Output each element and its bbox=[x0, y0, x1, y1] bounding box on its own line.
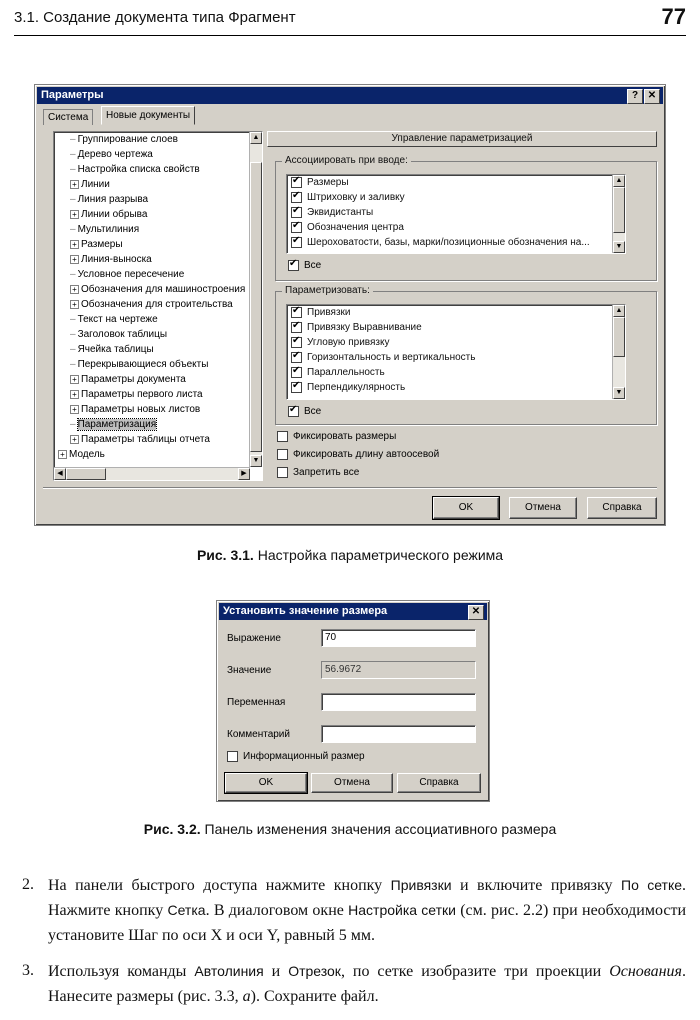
list-item-label: Угловую привязку bbox=[307, 337, 390, 349]
list-item[interactable] bbox=[291, 192, 405, 203]
expand-icon[interactable]: + bbox=[58, 450, 67, 459]
checkbox-checked-icon bbox=[291, 382, 302, 393]
scroll-down-icon[interactable]: ▼ bbox=[613, 241, 625, 253]
page-number: 77 bbox=[661, 4, 686, 29]
ui-term: По сетке bbox=[621, 877, 683, 893]
step-text: Используя команды bbox=[48, 963, 195, 980]
tree-item[interactable] bbox=[70, 239, 123, 250]
tree-item[interactable] bbox=[70, 389, 203, 400]
close-icon[interactable]: ✕ bbox=[468, 605, 484, 620]
caption-number: Рис. 3.1. bbox=[196, 547, 254, 563]
ui-term: Сетка bbox=[167, 902, 206, 918]
tree-item-label: Параметры документа bbox=[81, 374, 186, 385]
tree-item[interactable] bbox=[70, 329, 167, 340]
list-item-label: Горизонтальность и вертикальность bbox=[307, 352, 476, 364]
caption-text: Панель изменения значения ассоциативного размера bbox=[204, 821, 557, 837]
scroll-right-icon[interactable]: ▶ bbox=[238, 468, 250, 480]
checkbox-icon bbox=[277, 467, 288, 478]
scroll-left-icon[interactable]: ◀ bbox=[54, 468, 66, 480]
comment-input[interactable] bbox=[321, 725, 476, 743]
tree-item[interactable] bbox=[70, 254, 152, 265]
tree-item[interactable] bbox=[70, 374, 186, 385]
tree-hscroll-thumb[interactable] bbox=[66, 468, 106, 480]
tree-item-label: Параметры первого листа bbox=[81, 389, 203, 400]
step-text: . Нажмите кнопку bbox=[48, 877, 687, 919]
tree-branch-icon: – bbox=[70, 329, 76, 340]
checkbox-checked-icon bbox=[291, 222, 302, 233]
list-item-label: Перпендикулярность bbox=[307, 382, 406, 394]
comment-label: Комментарий bbox=[227, 729, 290, 740]
checkbox-icon bbox=[227, 751, 238, 762]
list-item[interactable] bbox=[291, 322, 422, 333]
tree-item[interactable] bbox=[70, 344, 154, 355]
dialog-title: Параметры bbox=[41, 89, 104, 101]
cancel-button[interactable]: Отмена bbox=[311, 773, 393, 793]
tree-item[interactable] bbox=[70, 149, 153, 160]
param-all-checkbox[interactable] bbox=[288, 406, 321, 417]
tree-item-label: Размеры bbox=[81, 239, 123, 250]
help-icon[interactable]: ? bbox=[627, 89, 643, 104]
checkbox-checked-icon bbox=[288, 260, 299, 271]
step-number: 3. bbox=[22, 962, 34, 979]
list-item-label: Размеры bbox=[307, 177, 349, 189]
ui-term: Настройка сетки bbox=[348, 902, 456, 918]
parametrize-group-title: Параметризовать: bbox=[282, 285, 373, 296]
scroll-up-icon[interactable]: ▲ bbox=[613, 305, 625, 317]
scroll-up-icon[interactable]: ▲ bbox=[613, 175, 625, 187]
tree-item-label: Линии bbox=[81, 179, 110, 190]
step-text: ). Сохраните файл. bbox=[250, 988, 379, 1005]
header-rule bbox=[14, 35, 686, 36]
tree-branch-icon: – bbox=[70, 149, 76, 160]
fix-dimensions-label: Фиксировать размеры bbox=[293, 431, 397, 443]
step-2-paragraph bbox=[48, 873, 686, 948]
step-text: . Нанесите размеры (рис. 3.3, bbox=[48, 963, 686, 1005]
tree-item[interactable] bbox=[70, 269, 184, 280]
expand-icon[interactable]: + bbox=[70, 285, 79, 294]
checkbox-checked-icon bbox=[291, 367, 302, 378]
step-text: и включите привязку bbox=[451, 877, 622, 894]
scroll-down-icon[interactable]: ▼ bbox=[250, 455, 262, 467]
italic-term: а bbox=[242, 988, 251, 1005]
tree-item-label: Параметры таблицы отчета bbox=[81, 434, 210, 445]
set-dimension-dialog bbox=[216, 600, 490, 802]
param-vscrollbar[interactable] bbox=[612, 305, 625, 399]
step-text: На панели быстрого доступа нажмите кнопку bbox=[48, 877, 391, 894]
expand-icon[interactable]: + bbox=[70, 435, 79, 444]
expand-icon[interactable]: + bbox=[70, 180, 79, 189]
tree-item[interactable] bbox=[70, 194, 148, 205]
checkbox-checked-icon bbox=[291, 177, 302, 188]
info-dimension-checkbox[interactable] bbox=[227, 751, 365, 762]
set-dimension-titlebar bbox=[219, 603, 487, 620]
parametrize-list bbox=[286, 304, 626, 400]
ok-button[interactable]: OK bbox=[433, 497, 499, 519]
running-header-title: 3.1. Создание документа типа Фрагмент bbox=[14, 9, 296, 26]
tree-item-label: Параметры новых листов bbox=[81, 404, 201, 415]
assoc-all-label: Все bbox=[304, 260, 322, 272]
tab-system-label: Система bbox=[48, 112, 89, 123]
list-item[interactable] bbox=[291, 207, 373, 218]
italic-term: Основания bbox=[609, 963, 682, 980]
panel-header-label: Управление параметризацией bbox=[391, 133, 533, 144]
expand-icon[interactable]: + bbox=[70, 240, 79, 249]
help-button[interactable]: Справка bbox=[587, 497, 657, 519]
forbid-all-label: Запретить все bbox=[293, 467, 360, 479]
variable-label: Переменная bbox=[227, 697, 286, 708]
ui-term: Автолиния bbox=[194, 963, 264, 979]
tree-item-label: Линия-выноска bbox=[81, 254, 152, 265]
tree-branch-icon: – bbox=[70, 134, 76, 145]
cancel-button[interactable]: Отмена bbox=[509, 497, 577, 519]
tree-item-label: Параметризация bbox=[77, 419, 157, 430]
close-icon[interactable]: ✕ bbox=[644, 89, 660, 104]
tree-branch-icon: – bbox=[70, 269, 76, 280]
figure-caption-1 bbox=[0, 547, 700, 563]
checkbox-checked-icon bbox=[291, 192, 302, 203]
assoc-scroll-thumb[interactable] bbox=[613, 187, 625, 233]
tab-new-documents[interactable] bbox=[101, 106, 195, 125]
scroll-down-icon[interactable]: ▼ bbox=[613, 387, 625, 399]
parametrize-group bbox=[275, 285, 657, 425]
step-number: 2. bbox=[22, 876, 34, 893]
tree-item[interactable] bbox=[70, 314, 158, 325]
value-readonly-field: 56.9672 bbox=[321, 661, 476, 679]
step-text: и bbox=[263, 963, 289, 980]
tree-item[interactable] bbox=[70, 299, 233, 310]
tree-item-label: Мультилиния bbox=[77, 224, 140, 235]
tree-root-label: Модель bbox=[69, 449, 105, 460]
list-item[interactable] bbox=[291, 367, 385, 378]
list-item[interactable] bbox=[291, 307, 351, 318]
checkbox-icon bbox=[277, 449, 288, 460]
associate-group bbox=[275, 155, 657, 281]
fix-axis-length-label: Фиксировать длину автоосевой bbox=[293, 449, 440, 461]
dialog-separator bbox=[43, 487, 657, 488]
list-item[interactable] bbox=[291, 222, 404, 233]
list-item[interactable] bbox=[291, 337, 389, 348]
tree-branch-icon: – bbox=[70, 164, 76, 175]
tree-branch-icon: – bbox=[70, 359, 76, 370]
ui-term: Отрезок bbox=[288, 963, 341, 979]
tab-system[interactable] bbox=[43, 109, 93, 125]
checkbox-checked-icon bbox=[291, 207, 302, 218]
tree-item[interactable] bbox=[70, 164, 200, 175]
checkbox-checked-icon bbox=[291, 352, 302, 363]
tree-branch-icon: – bbox=[70, 314, 76, 325]
parameters-titlebar bbox=[37, 87, 663, 104]
tree-item-label: Группирование слоев bbox=[77, 134, 178, 145]
tree-item[interactable] bbox=[70, 419, 156, 430]
list-item[interactable] bbox=[291, 382, 405, 393]
associate-list bbox=[286, 174, 626, 254]
caption-text: Настройка параметрического режима bbox=[257, 547, 504, 563]
tree-item[interactable] bbox=[70, 134, 178, 145]
step-text: . В диалоговом окне bbox=[205, 902, 349, 919]
fix-dimensions-checkbox[interactable] bbox=[277, 431, 396, 442]
tree-item-label: Ячейка таблицы bbox=[77, 344, 154, 355]
expand-icon[interactable]: + bbox=[70, 405, 79, 414]
step-text: , по сетке изобразите три проекции bbox=[340, 963, 610, 980]
param-all-label: Все bbox=[304, 406, 322, 418]
tree-item[interactable] bbox=[70, 209, 147, 220]
tree-scroll-thumb[interactable] bbox=[250, 162, 262, 452]
list-item-label: Привязку Выравнивание bbox=[307, 322, 422, 334]
forbid-all-checkbox[interactable] bbox=[277, 467, 359, 478]
checkbox-icon bbox=[277, 431, 288, 442]
figure-caption-2 bbox=[0, 821, 700, 837]
checkbox-checked-icon bbox=[291, 322, 302, 333]
assoc-all-checkbox[interactable] bbox=[288, 260, 321, 271]
dialog-title: Установить значение размера bbox=[223, 605, 388, 617]
tree-branch-icon: – bbox=[70, 344, 76, 355]
tree-item-label: Обозначения для строительства bbox=[81, 299, 233, 310]
tree-item[interactable] bbox=[70, 434, 210, 445]
help-button[interactable]: Справка bbox=[397, 773, 481, 793]
caption-number: Рис. 3.2. bbox=[143, 821, 201, 837]
tree-item-label: Дерево чертежа bbox=[77, 149, 153, 160]
expression-input[interactable]: 70 bbox=[321, 629, 476, 647]
fix-axis-length-checkbox[interactable] bbox=[277, 449, 439, 460]
panel-header bbox=[267, 131, 657, 147]
parameters-dialog bbox=[34, 84, 666, 526]
tree-item-label: Линия разрыва bbox=[77, 194, 149, 205]
tree-item[interactable] bbox=[70, 179, 110, 190]
list-item[interactable] bbox=[291, 177, 349, 188]
tree-item[interactable] bbox=[70, 224, 139, 235]
expand-icon[interactable]: + bbox=[70, 210, 79, 219]
expand-icon[interactable]: + bbox=[70, 390, 79, 399]
tree-root-item[interactable] bbox=[58, 449, 105, 460]
list-item-label: Штриховку и заливку bbox=[307, 192, 405, 204]
settings-tree bbox=[53, 131, 263, 481]
tree-item-label: Настройка списка свойств bbox=[77, 164, 200, 175]
tree-item[interactable] bbox=[70, 284, 245, 295]
tree-branch-icon: – bbox=[70, 419, 76, 430]
scroll-up-icon[interactable]: ▲ bbox=[250, 132, 262, 144]
tree-item[interactable] bbox=[70, 404, 200, 415]
expression-label: Выражение bbox=[227, 633, 281, 644]
ok-button[interactable]: OK bbox=[225, 773, 307, 793]
step-text: (см. рис. 2.2) при необходимости установите Шаг по оси X и оси Y, равный 5 мм. bbox=[48, 902, 687, 944]
expand-icon[interactable]: + bbox=[70, 300, 79, 309]
list-item[interactable] bbox=[291, 237, 590, 248]
tab-new-documents-label: Новые документы bbox=[106, 110, 191, 121]
checkbox-checked-icon bbox=[288, 406, 299, 417]
checkbox-checked-icon bbox=[291, 237, 302, 248]
assoc-vscrollbar[interactable] bbox=[612, 175, 625, 253]
variable-input[interactable] bbox=[321, 693, 476, 711]
tree-vscrollbar[interactable] bbox=[249, 132, 262, 467]
expand-icon[interactable]: + bbox=[70, 375, 79, 384]
tree-branch-icon: – bbox=[70, 194, 76, 205]
list-item[interactable] bbox=[291, 352, 475, 363]
tree-item-label: Обозначения для машиностроения bbox=[81, 284, 246, 295]
list-item-label: Обозначения центра bbox=[307, 222, 404, 234]
tree-item-label: Условное пересечение bbox=[77, 269, 185, 280]
list-item-label: Эквидистанты bbox=[307, 207, 374, 219]
tree-item-label: Перекрывающиеся объекты bbox=[77, 359, 209, 370]
checkbox-checked-icon bbox=[291, 337, 302, 348]
list-item-label: Привязки bbox=[307, 307, 351, 319]
list-item-label: Шероховатости, базы, марки/позиционные обозначения на... bbox=[307, 237, 590, 249]
info-dimension-label: Информационный размер bbox=[243, 751, 365, 763]
tree-item-label: Заголовок таблицы bbox=[77, 329, 168, 340]
tree-item-label: Линии обрыва bbox=[81, 209, 148, 220]
ui-term: Привязки bbox=[390, 877, 452, 893]
value-label: Значение bbox=[227, 665, 272, 676]
checkbox-checked-icon bbox=[291, 307, 302, 318]
tree-item[interactable] bbox=[70, 359, 208, 370]
step-3-paragraph bbox=[48, 959, 686, 1009]
tree-hscrollbar[interactable] bbox=[54, 467, 250, 480]
tree-branch-icon: – bbox=[70, 224, 76, 235]
param-scroll-thumb[interactable] bbox=[613, 317, 625, 357]
expand-icon[interactable]: + bbox=[70, 255, 79, 264]
list-item-label: Параллельность bbox=[307, 367, 385, 379]
associate-group-title: Ассоциировать при вводе: bbox=[282, 155, 411, 166]
tree-item-label: Текст на чертеже bbox=[77, 314, 158, 325]
